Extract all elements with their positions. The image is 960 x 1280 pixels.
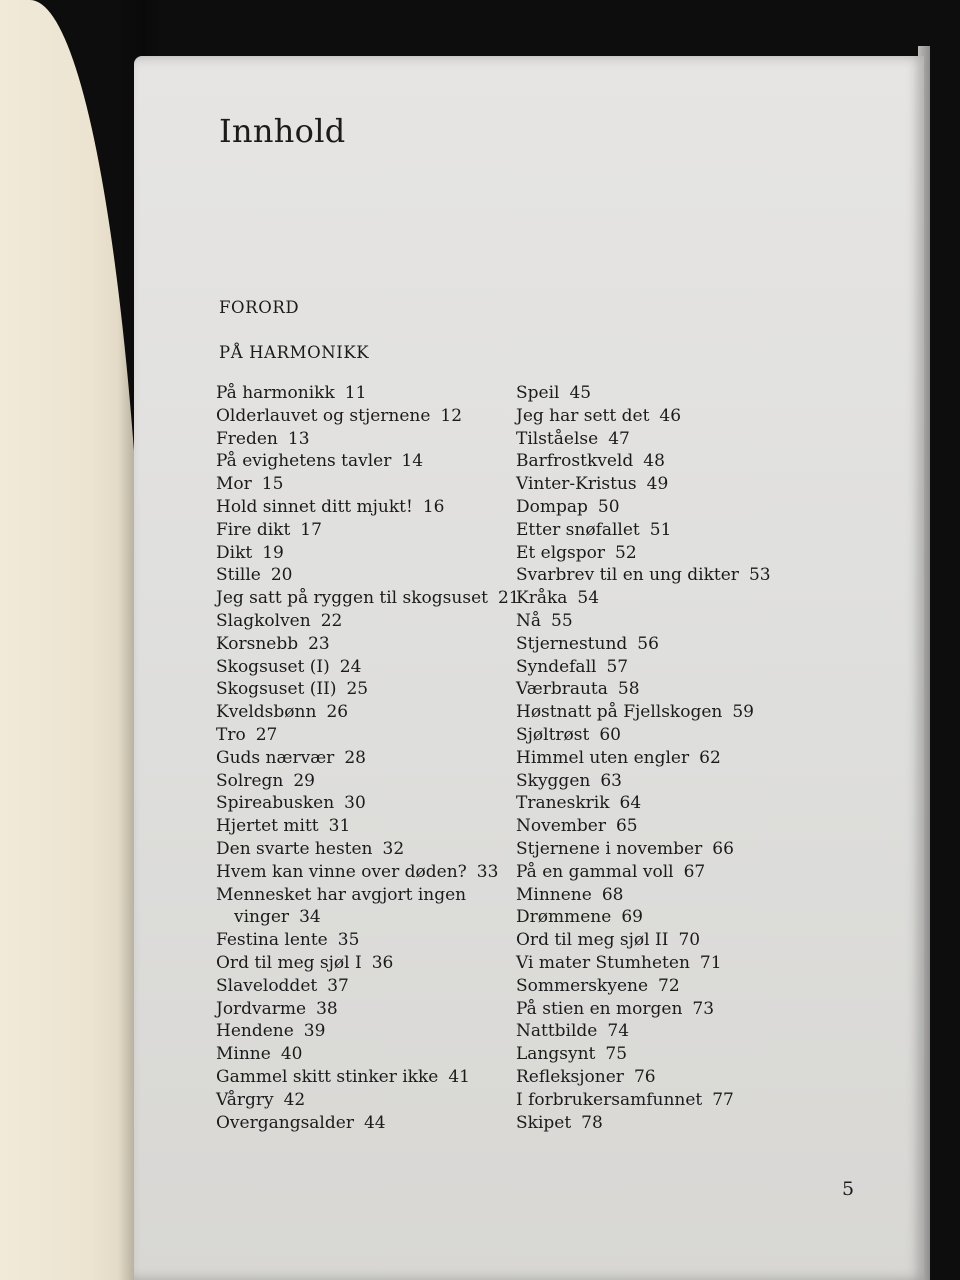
toc-entry-title: Himmel uten engler <box>516 747 690 768</box>
toc-entry-title: I forbrukersamfunnet <box>516 1089 703 1110</box>
toc-entry <box>216 1043 516 1066</box>
toc-entry <box>516 1066 806 1089</box>
toc-entry-title: Langsynt <box>516 1044 596 1065</box>
toc-left-column <box>216 382 520 1134</box>
toc-entry-page: 37 <box>327 975 349 996</box>
toc-entry-title: Korsnebb <box>216 633 299 654</box>
toc-entry-page: 67 <box>683 861 706 882</box>
toc-entry-page: 45 <box>569 383 592 403</box>
toc-entry-title: Vi mater Stumheten <box>516 952 690 973</box>
toc-entry <box>216 496 516 519</box>
toc-entry-title: Drømmene <box>516 907 612 928</box>
toc-entry <box>516 405 806 428</box>
toc-entry-title: Skipet <box>516 1112 572 1133</box>
toc-entry <box>216 610 516 633</box>
toc-entry-title: Tro <box>216 724 246 745</box>
toc-entry-page: 41 <box>448 1066 470 1087</box>
toc-right-column <box>516 382 806 1134</box>
toc-entry-title: Et elgspor <box>516 542 605 563</box>
toc-entry-page: 17 <box>300 519 322 540</box>
toc-entry-page: 52 <box>615 542 637 563</box>
toc-entry-page: 69 <box>621 907 643 928</box>
toc-entry <box>516 542 806 565</box>
toc-entry <box>516 450 806 473</box>
toc-entry-page: 26 <box>326 702 349 723</box>
toc-entry <box>516 1043 806 1066</box>
toc-entry-title: Dikt <box>216 542 253 563</box>
toc-entry-title: Minne <box>216 1044 271 1065</box>
toc-entry-title: På en gammal voll <box>516 861 674 882</box>
toc-entry <box>516 884 806 907</box>
toc-entry-title: Vårgry <box>216 1089 274 1110</box>
toc-entry-page: 74 <box>607 1021 630 1042</box>
toc-entry-title: Ord til meg sjøl I <box>216 952 362 973</box>
toc-entry-title: Stjernene i november <box>516 838 703 859</box>
toc-entry-page: 40 <box>280 1044 303 1065</box>
toc-entry <box>216 678 516 701</box>
toc-entry <box>216 564 516 587</box>
toc-entry-page: 34 <box>299 907 321 928</box>
toc-entry-page: 28 <box>344 747 366 768</box>
toc-entry <box>216 656 516 679</box>
toc-entry-title: Barfrostkveld <box>516 451 634 472</box>
toc-entry-title: Nå <box>516 610 542 631</box>
toc-entry <box>516 656 806 679</box>
toc-entry-title: Slagkolven <box>216 610 311 631</box>
toc-entry-title: Jordvarme <box>216 998 307 1019</box>
toc-entry-page: 73 <box>692 998 715 1019</box>
toc-entry-title: Mennesket har avgjort ingen <box>216 884 467 905</box>
toc-entry-page: 68 <box>601 884 624 905</box>
toc-entry-page: 49 <box>646 474 669 495</box>
toc-entry-title: Traneskrik <box>516 793 610 814</box>
toc-entry-title: Slaveloddet <box>216 975 318 996</box>
toc-entry-title: Stille <box>216 565 261 586</box>
page-title: Innhold <box>219 112 346 150</box>
toc-entry-page: 36 <box>371 952 394 973</box>
toc-entry-title: Den svarte hesten <box>216 838 373 859</box>
toc-entry <box>216 633 516 656</box>
toc-entry <box>516 815 806 838</box>
toc-entry-title: På stien en morgen <box>516 998 683 1019</box>
toc-entry <box>216 587 520 610</box>
toc-entry <box>216 382 516 405</box>
toc-entry <box>516 747 806 770</box>
toc-entry-page: 24 <box>339 656 362 677</box>
toc-entry <box>216 519 516 542</box>
toc-entry-page: 47 <box>608 428 630 449</box>
toc-entry-title: Kveldsbønn <box>216 702 317 723</box>
toc-entry-page: 15 <box>261 474 284 495</box>
toc-entry <box>516 861 806 884</box>
toc-entry-title: Syndefall <box>516 656 597 677</box>
toc-entry-page: 58 <box>617 679 640 700</box>
toc-entry <box>516 975 806 998</box>
toc-entry-page: 29 <box>293 770 315 791</box>
toc-entry <box>216 929 516 952</box>
toc-entry-page: 39 <box>303 1021 326 1042</box>
toc-entry <box>516 519 806 542</box>
toc-entry-title: November <box>516 816 606 837</box>
toc-entry-title: Mor <box>216 474 252 495</box>
toc-entry-title: Guds nærvær <box>216 747 335 768</box>
toc-entry <box>216 861 516 884</box>
toc-entry-page: 32 <box>382 838 405 859</box>
toc-entry-title: Fire dikt <box>216 519 291 540</box>
toc-entry-title: Høstnatt på Fjellskogen <box>516 702 723 723</box>
toc-entry <box>216 952 516 975</box>
toc-entry-page: 72 <box>658 975 680 996</box>
toc-entry-page: 71 <box>699 952 722 973</box>
toc-entry <box>516 382 806 405</box>
toc-entry <box>516 770 806 793</box>
toc-entry-title: Gammel skitt stinker ikke <box>216 1066 439 1087</box>
toc-entry-title: Dompap <box>516 496 588 517</box>
toc-entry <box>516 1089 806 1112</box>
toc-entry-page: 78 <box>581 1112 603 1133</box>
toc-entry-page: 62 <box>699 747 721 768</box>
toc-entry <box>216 815 516 838</box>
toc-entry-page: 22 <box>320 610 343 631</box>
section-heading-forord: FORORD <box>219 298 300 317</box>
toc-entry-title: Hendene <box>216 1021 294 1042</box>
toc-entry-title: Hold sinnet ditt mjukt! <box>216 496 413 517</box>
toc-entry-title: Nattbilde <box>516 1021 598 1042</box>
toc-entry <box>216 428 516 451</box>
toc-entry-page: 21 <box>497 588 520 609</box>
toc-entry <box>216 747 516 770</box>
toc-entry-title-continued: vinger <box>234 907 290 928</box>
toc-entry <box>516 428 806 451</box>
toc-entry-page: 51 <box>649 519 672 540</box>
toc-entry <box>216 770 516 793</box>
toc-entry-title: Ord til meg sjøl II <box>516 930 669 951</box>
toc-entry <box>216 792 516 815</box>
toc-entry-title: Speil <box>516 383 560 403</box>
page-number: 5 <box>842 1178 855 1200</box>
toc-entry-page: 23 <box>308 633 330 654</box>
toc-entry-title: Sjøltrøst <box>516 724 590 745</box>
toc-entry-title: Freden <box>216 428 278 449</box>
toc-entry-page: 38 <box>316 998 338 1019</box>
toc-entry <box>516 496 806 519</box>
toc-entry-title: Skogsuset (II) <box>216 679 337 700</box>
toc-entry-page: 56 <box>637 633 659 654</box>
toc-entry <box>216 701 516 724</box>
toc-entry-title: Tilståelse <box>516 428 599 449</box>
toc-entry <box>216 450 516 473</box>
toc-entry-title: Solregn <box>216 770 284 791</box>
toc-entry-page: 77 <box>712 1089 734 1110</box>
toc-entry <box>516 1112 806 1135</box>
toc-entry <box>216 884 516 930</box>
toc-entry-page: 13 <box>287 428 310 449</box>
toc-entry-page: 75 <box>605 1044 628 1065</box>
toc-entry <box>516 998 806 1021</box>
toc-entry-page: 50 <box>597 496 620 517</box>
toc-entry <box>516 633 806 656</box>
toc-entry-page: 12 <box>440 405 463 426</box>
toc-entry <box>516 701 806 724</box>
toc-entry-page: 59 <box>732 702 754 723</box>
toc-entry-page: 63 <box>600 770 622 791</box>
toc-entry-title: Olderlauvet og stjernene <box>216 405 431 426</box>
toc-entry-page: 35 <box>337 930 360 951</box>
toc-entry-page: 60 <box>599 724 621 745</box>
toc-entry-title: Etter snøfallet <box>516 519 640 540</box>
toc-entry <box>516 564 806 587</box>
toc-entry <box>516 724 806 747</box>
toc-entry-page: 20 <box>270 565 293 586</box>
toc-entry <box>516 1020 806 1043</box>
toc-entry-title: Spireabusken <box>216 793 335 814</box>
toc-entry-page: 42 <box>283 1089 306 1110</box>
toc-entry <box>216 838 516 861</box>
toc-entry-title: Stjernestund <box>516 633 628 654</box>
toc-entry-page: 11 <box>344 383 367 403</box>
toc-entry-page: 64 <box>619 793 642 814</box>
toc-entry <box>216 1066 516 1089</box>
toc-entry-title: Skyggen <box>516 770 591 791</box>
toc-entry-title: Jeg har sett det <box>516 405 650 426</box>
toc-entry-title: Hvem kan vinne over døden? <box>216 861 467 882</box>
toc-entry-title: Minnene <box>516 884 592 905</box>
toc-entry <box>216 1112 516 1135</box>
toc-entry-title: Værbrauta <box>516 679 608 700</box>
toc-entry-page: 57 <box>606 656 629 677</box>
toc-entry-page: 19 <box>262 542 284 563</box>
toc-entry-title: Kråka <box>516 588 568 609</box>
toc-entry <box>516 678 806 701</box>
toc-entry <box>516 952 806 975</box>
toc-entry-page: 16 <box>422 496 445 517</box>
toc-entry <box>216 542 516 565</box>
toc-entry-page: 55 <box>551 610 573 631</box>
toc-entry <box>216 1020 516 1043</box>
toc-entry-page: 27 <box>255 724 278 745</box>
toc-entry <box>216 1089 516 1112</box>
toc-entry <box>516 587 806 610</box>
toc-entry-page: 30 <box>344 793 366 814</box>
toc-entry-page: 25 <box>346 679 369 700</box>
toc-entry <box>216 998 516 1021</box>
section-heading-harmonikk: PÅ HARMONIKK <box>219 343 370 362</box>
toc-entry-page: 65 <box>615 816 638 837</box>
toc-entry-page: 70 <box>678 930 701 951</box>
toc-entry-title: På evighetens tavler <box>216 451 392 472</box>
toc-entry-title: Svarbrev til en ung dikter <box>516 565 739 586</box>
toc-entry <box>216 405 516 428</box>
toc-entry-page: 54 <box>577 588 600 609</box>
toc-entry-page: 31 <box>328 816 351 837</box>
toc-entry <box>516 610 806 633</box>
toc-entry <box>516 473 806 496</box>
toc-entry-page: 48 <box>643 451 665 472</box>
toc-entry <box>516 906 806 929</box>
toc-entry-page: 14 <box>401 451 424 472</box>
toc-entry-title: Sommerskyene <box>516 975 649 996</box>
toc-entry <box>516 929 806 952</box>
toc-entry-title: Hjertet mitt <box>216 816 319 837</box>
toc-entry-title: Overgangsalder <box>216 1112 354 1133</box>
toc-entry-page: 76 <box>633 1066 656 1087</box>
toc-entry-page: 46 <box>659 405 682 426</box>
toc-entry <box>216 975 516 998</box>
toc-entry-title: Vinter-Kristus <box>516 474 637 495</box>
toc-entry-title: Festina lente <box>216 930 328 951</box>
toc-entry <box>216 724 516 747</box>
toc-entry-page: 33 <box>476 861 499 882</box>
toc-entry <box>516 792 806 815</box>
toc-entry <box>516 838 806 861</box>
toc-entry-title: Jeg satt på ryggen til skogsuset <box>216 588 488 609</box>
toc-entry-page: 66 <box>712 838 734 859</box>
toc-entry-title: Skogsuset (I) <box>216 656 330 677</box>
toc-entry-page: 44 <box>363 1112 386 1133</box>
toc-entry-title: Refleksjoner <box>516 1066 624 1087</box>
toc-entry-page: 53 <box>748 565 771 586</box>
toc-entry <box>216 473 516 496</box>
toc-entry-title: På harmonikk <box>216 383 335 403</box>
